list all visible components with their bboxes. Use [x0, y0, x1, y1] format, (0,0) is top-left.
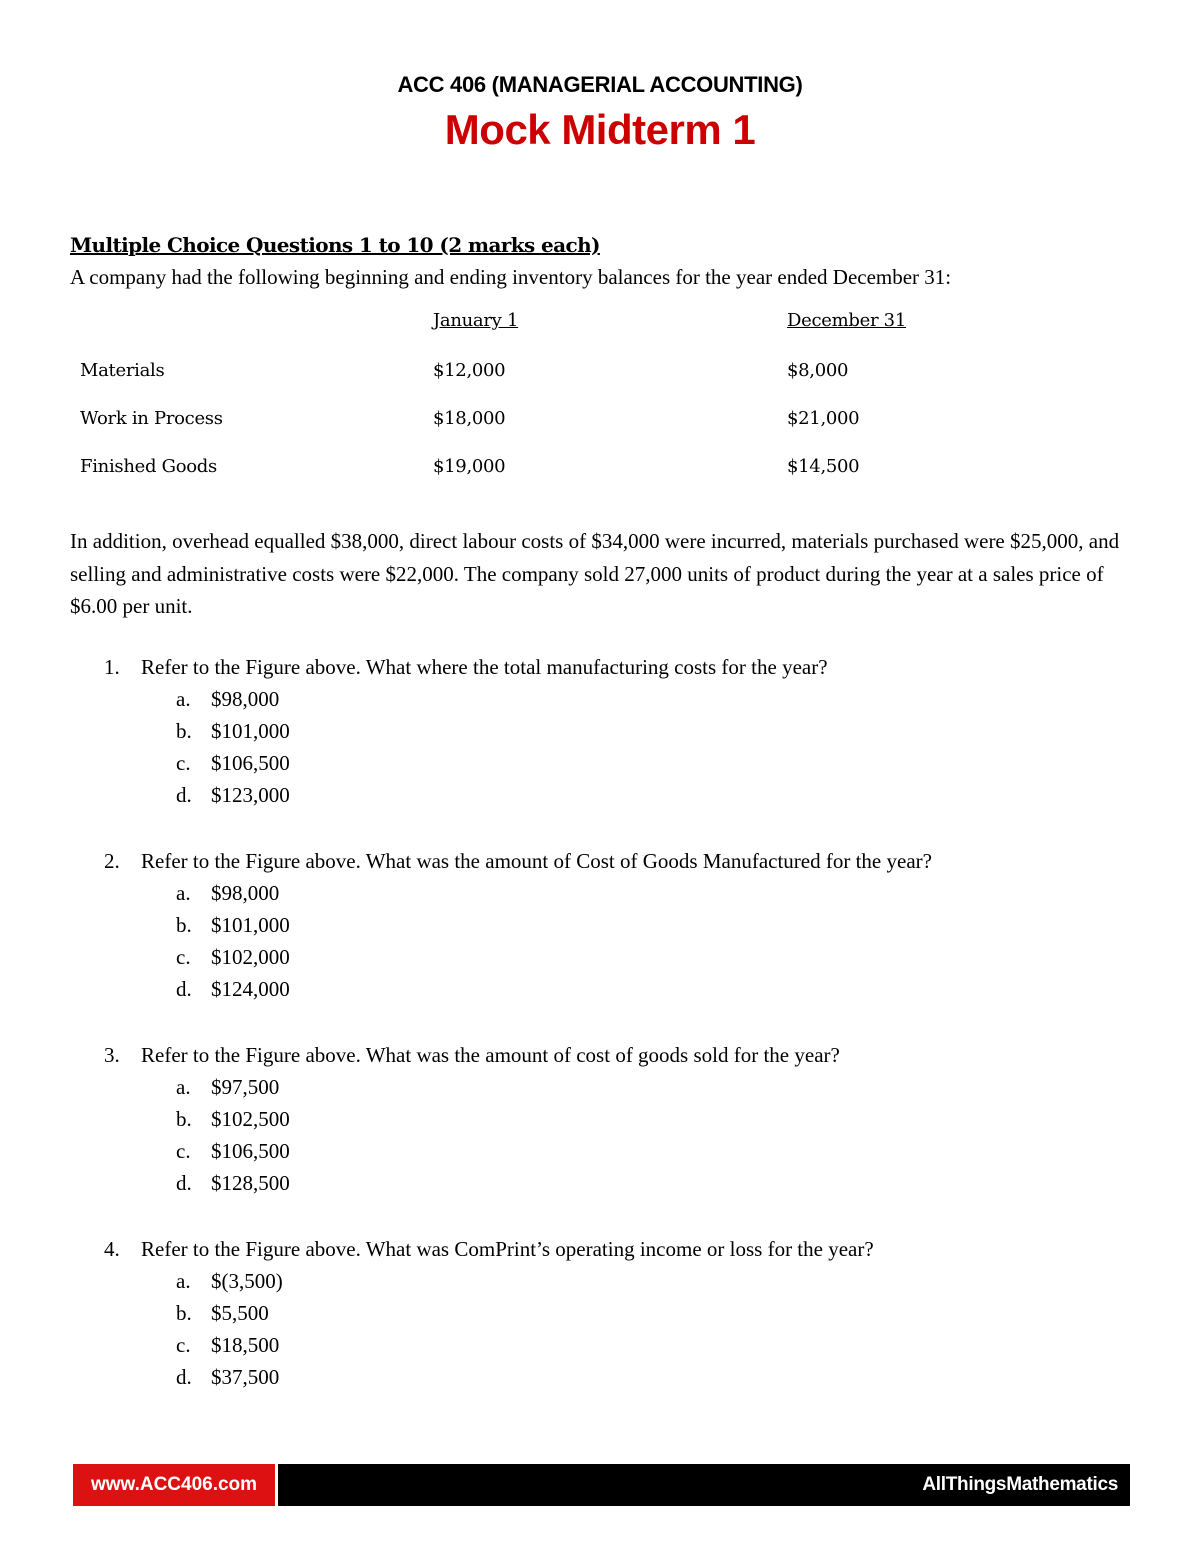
option-text: $98,000	[211, 687, 280, 711]
option-letter: a.	[176, 881, 191, 905]
option-letter: a.	[176, 687, 191, 711]
row-label-materials: Materials	[80, 360, 165, 381]
cell-wip-jan1: $18,000	[433, 408, 506, 429]
intro-text: A company had the following beginning and ending inventory balances for the year ended December 31:	[70, 265, 952, 289]
option-letter: a.	[176, 1269, 191, 1293]
option-text: $18,500	[211, 1333, 280, 1357]
cell-finished-goods-dec31: $14,500	[787, 456, 860, 477]
option-letter: d.	[176, 1365, 192, 1389]
option-text: $(3,500)	[211, 1269, 283, 1293]
option-text: $102,500	[211, 1107, 290, 1131]
row-label-wip: Work in Process	[80, 408, 223, 429]
cell-materials-dec31: $8,000	[787, 360, 849, 381]
option-text: $101,000	[211, 719, 290, 743]
option-letter: c.	[176, 1333, 191, 1357]
option-letter: d.	[176, 977, 192, 1001]
option-letter: b.	[176, 913, 192, 937]
exam-title: Mock Midterm 1	[444, 106, 756, 153]
course-title: ACC 406 (MANAGERIAL ACCOUNTING)	[397, 72, 803, 97]
question-number: 2.	[104, 849, 120, 873]
option-letter: a.	[176, 1075, 191, 1099]
question-number: 3.	[104, 1043, 120, 1067]
option-letter: c.	[176, 945, 191, 969]
question-number: 4.	[104, 1237, 120, 1261]
question-text: Refer to the Figure above. What was the amount of Cost of Goods Manufactured for the year?	[141, 849, 932, 873]
option-letter: c.	[176, 751, 191, 775]
option-letter: d.	[176, 1171, 192, 1195]
option-text: $37,500	[211, 1365, 280, 1389]
cell-finished-goods-jan1: $19,000	[433, 456, 506, 477]
cell-materials-jan1: $12,000	[433, 360, 506, 381]
option-letter: b.	[176, 719, 192, 743]
section-heading: Multiple Choice Questions 1 to 10 (2 marks each)	[70, 233, 600, 257]
question-text: Refer to the Figure above. What was ComPrint’s operating income or loss for the year?	[141, 1237, 874, 1261]
column-header-dec31: December 31	[787, 310, 906, 331]
option-text: $123,000	[211, 783, 290, 807]
option-text: $5,500	[211, 1301, 269, 1325]
footer-brand: AllThingsMathematics	[278, 1464, 1130, 1506]
option-text: $102,000	[211, 945, 290, 969]
option-letter: b.	[176, 1301, 192, 1325]
question-number: 1.	[104, 655, 120, 679]
option-letter: d.	[176, 783, 192, 807]
footer-website-link[interactable]: www.ACC406.com	[73, 1464, 275, 1506]
row-label-finished-goods: Finished Goods	[80, 456, 217, 477]
question-text: Refer to the Figure above. What where the total manufacturing costs for the year?	[141, 655, 828, 679]
additional-info: In addition, overhead equalled $38,000, direct labour costs of $34,000 were incurred, materials purchased were $25,000, and selling and administrative costs were $22,000. The company sold 27,000 units of product during the year at a sales price of $6.00 per unit.	[70, 529, 1120, 618]
option-text: $98,000	[211, 881, 280, 905]
option-text: $97,500	[211, 1075, 280, 1099]
column-header-jan1: January 1	[433, 310, 519, 331]
cell-wip-dec31: $21,000	[787, 408, 860, 429]
question-text: Refer to the Figure above. What was the amount of cost of goods sold for the year?	[141, 1043, 840, 1067]
option-text: $124,000	[211, 977, 290, 1001]
option-letter: b.	[176, 1107, 192, 1131]
option-letter: c.	[176, 1139, 191, 1163]
option-text: $106,500	[211, 751, 290, 775]
option-text: $106,500	[211, 1139, 290, 1163]
option-text: $128,500	[211, 1171, 290, 1195]
option-text: $101,000	[211, 913, 290, 937]
